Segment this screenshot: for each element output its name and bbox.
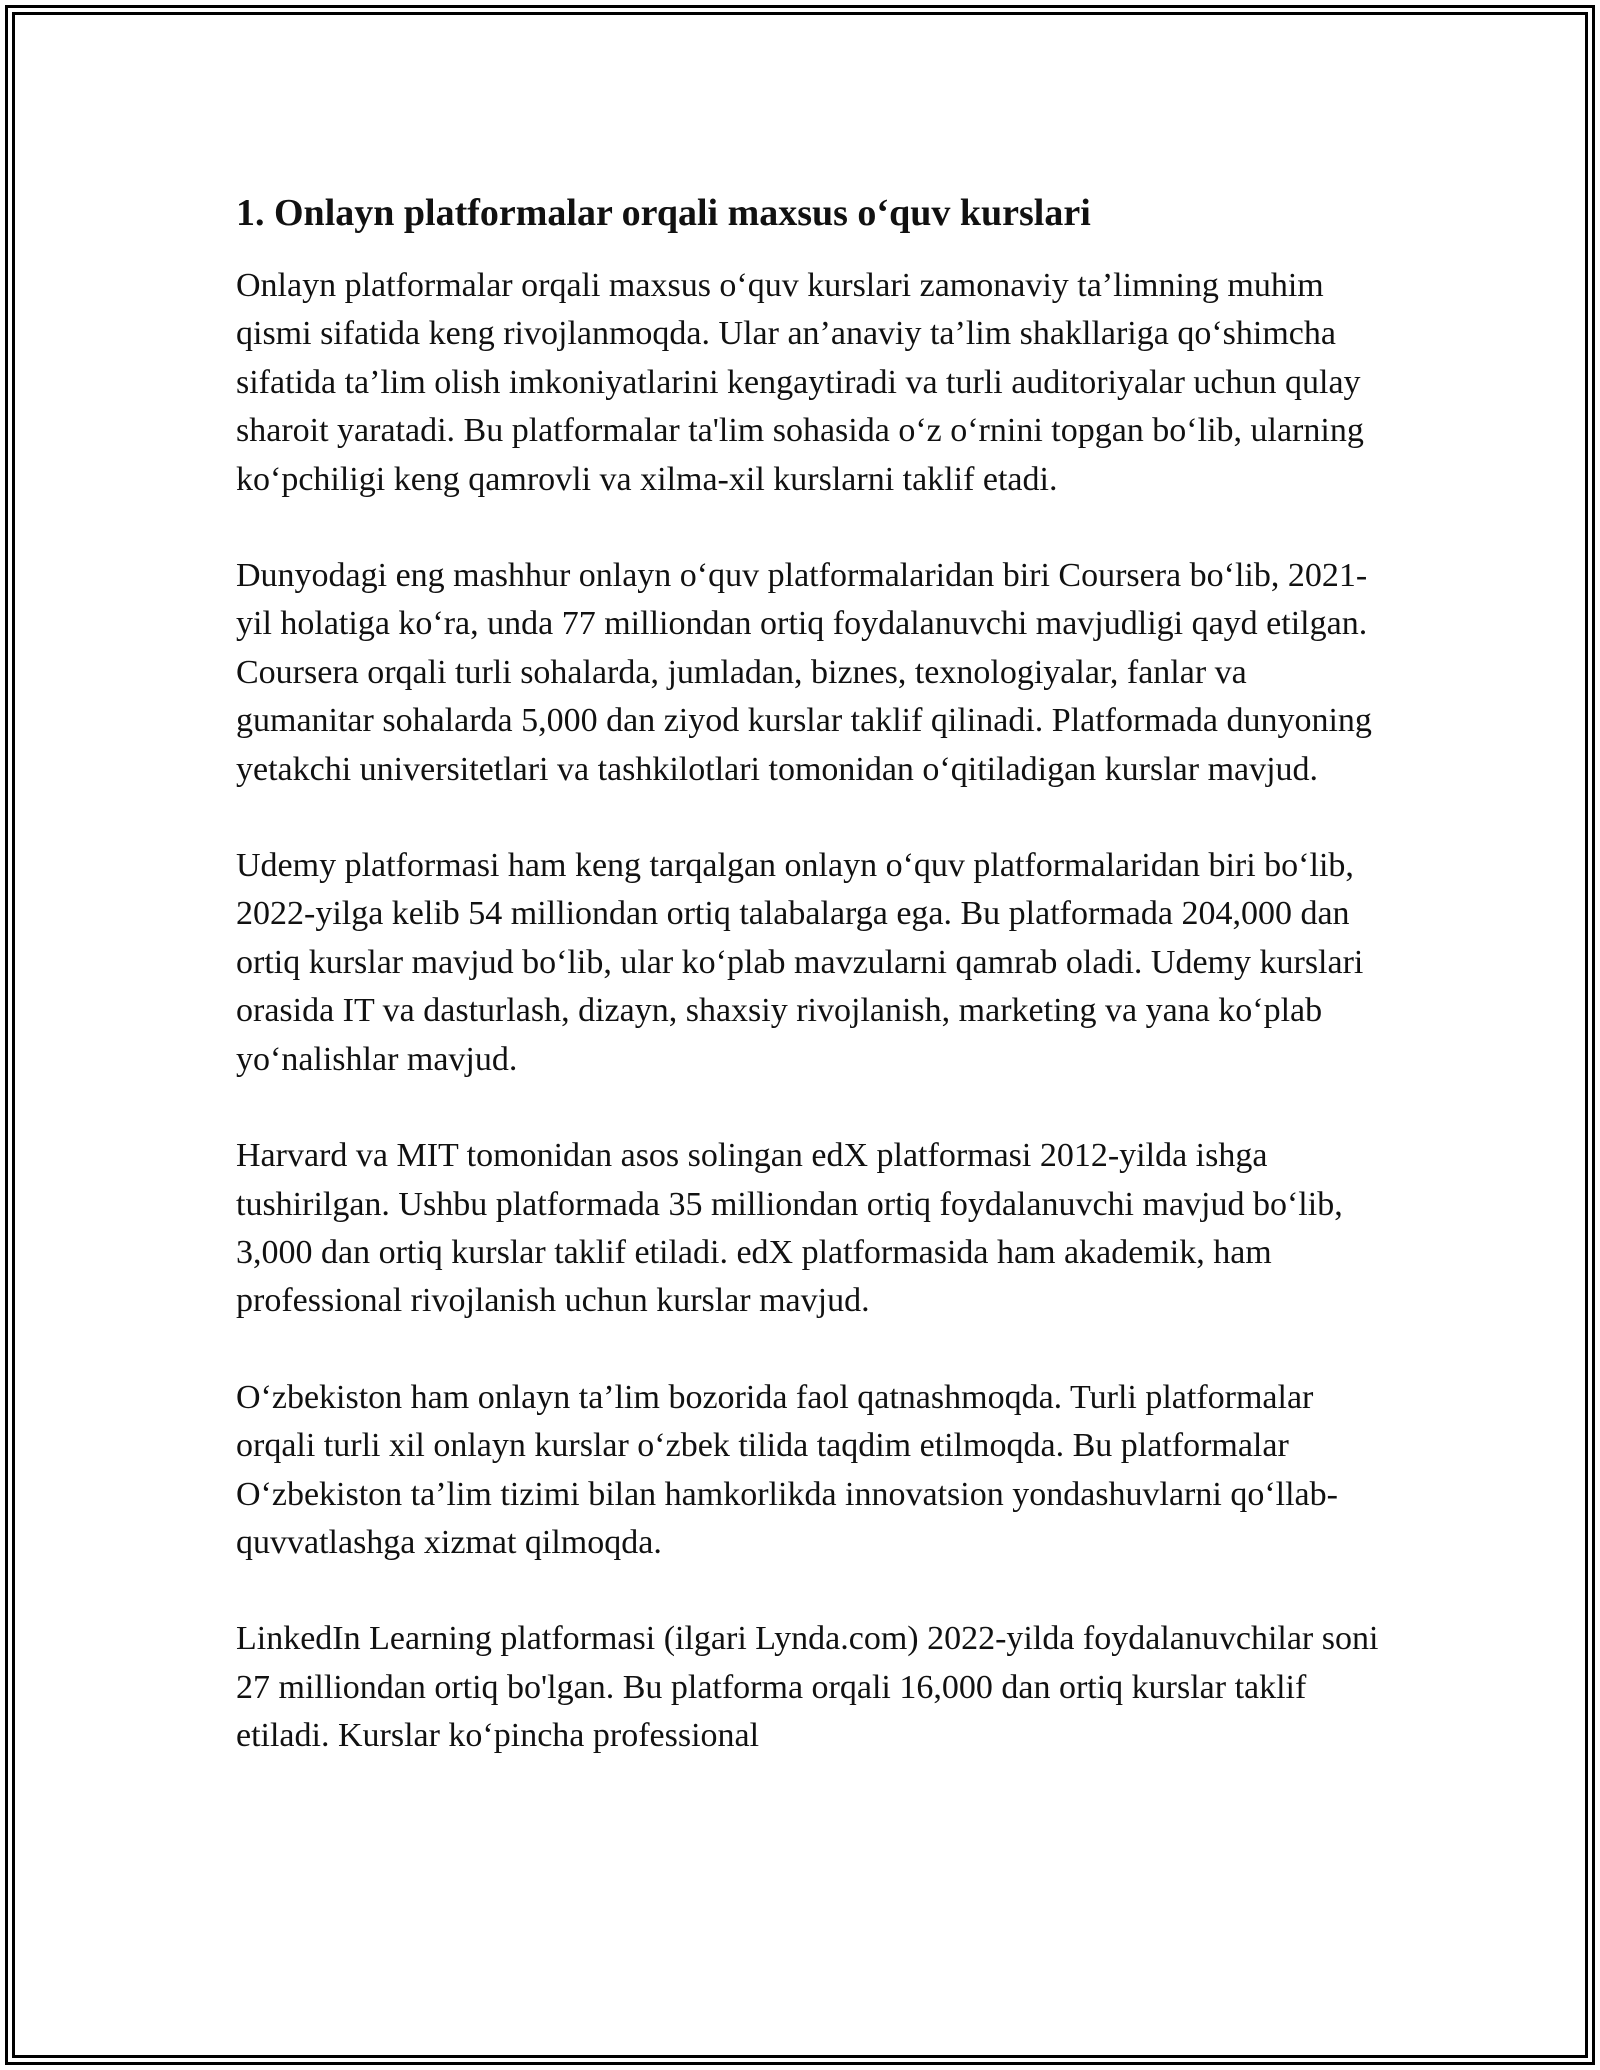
document-page bbox=[236, 188, 1386, 1761]
paragraph-edx: Harvard va MIT tomonidan asos solingan edX platformasi 2012-yilda ishga tushirilgan. Ushbu platformada 35 milliondan ortiq foydalanuvchi mavjud bo‘lib, 3,000 dan ortiq kurslar taklif etiladi. edX platformasida ham akademik, ham professional rivojlanish uchun kurslar mavjud. bbox=[236, 1137, 1343, 1320]
paragraph-udemy: Udemy platformasi ham keng tarqalgan onlayn o‘quv platformalaridan biri bo‘lib, 2022-yilga kelib 54 milliondan ortiq talabalarga ega. Bu platformada 204,000 dan ortiq kurslar mavjud bo‘lib, ular ko‘plab mavzularni qamrab oladi. Udemy kurslari orasida IT va dasturlash, dizayn, shaxsiy rivojlanish, marketing va yana ko‘plab yo‘nalishlar mavjud. bbox=[236, 847, 1364, 1078]
section-heading: 1. Onlayn platformalar orqali maxsus o‘quv kurslari bbox=[236, 192, 1091, 234]
paragraph-uzbekistan: O‘zbekiston ham onlayn ta’lim bozorida faol qatnashmoqda. Turli platformalar orqali turli xil onlayn kurslar o‘zbek tilida taqdim etilmoqda. Bu platformalar O‘zbekiston ta’lim tizimi bilan hamkorlikda innovatsion yondashuvlarni qo‘llab-quvvatlashga xizmat qilmoqda. bbox=[236, 1378, 1338, 1561]
paragraph-coursera: Dunyodagi eng mashhur onlayn o‘quv platformalaridan biri Coursera bo‘lib, 2021-yil holatiga ko‘ra, unda 77 milliondan ortiq foydalanuvchi mavjudligi qayd etilgan. Coursera orqali turli sohalarda, jumladan, biznes, texnologiyalar, fanlar va gumanitar sohalarda 5,000 dan ziyod kurslar taklif qilinadi. Platformada dunyoning yetakchi universitetlari va tashkilotlari tomonidan o‘qitiladigan kurslar mavjud. bbox=[236, 557, 1372, 788]
paragraph-linkedin: LinkedIn Learning platformasi (ilgari Lynda.com) 2022-yilda foydalanuvchilar soni 27 milliondan ortiq bo'lgan. Bu platforma orqali 16,000 dan ortiq kurslar taklif etiladi. Kurslar ko‘pincha professional bbox=[236, 1620, 1379, 1755]
paragraph-intro: Onlayn platformalar orqali maxsus o‘quv kurslari zamonaviy ta’limning muhim qismi sifatida keng rivojlanmoqda. Ular an’anaviy ta’lim shakllariga qo‘shimcha sifatida ta’lim olish imkoniyatlarini kengaytiradi va turli auditoriyalar uchun qulay sharoit yaratadi. Bu platformalar ta'lim sohasida o‘z o‘rnini topgan bo‘lib, ularning ko‘pchiligi keng qamrovli va xilma-xil kurslarni taklif etadi. bbox=[236, 267, 1364, 498]
